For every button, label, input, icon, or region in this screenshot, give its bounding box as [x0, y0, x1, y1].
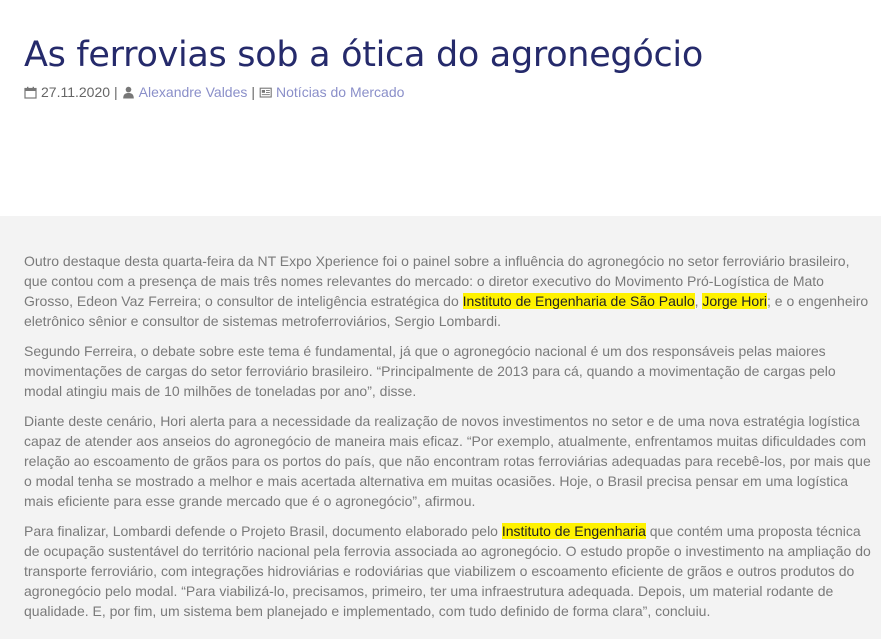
paragraph-text: , — [694, 293, 703, 309]
meta-separator: | — [114, 84, 118, 100]
highlighted-term: Jorge Hori — [702, 293, 767, 309]
meta-separator: | — [251, 84, 256, 100]
category-link[interactable]: Notícias do Mercado — [276, 84, 405, 100]
paragraph-text: Para finalizar, Lombardi defende o Projeto Brasil, documento elaborado pelo — [24, 523, 502, 539]
newspaper-icon — [259, 86, 272, 99]
article-body — [24, 251, 874, 631]
paragraph-text: ; e o engenheiro eletrônico sênior e consultor de sistemas metroferroviários, Sergio Lombardi. — [24, 293, 869, 329]
article-meta — [24, 83, 404, 101]
paragraph-text: que contém uma proposta técnica de ocupação sustentável do território nacional pela ferrovia associada ao agronegócio. O estudo propõe o investimento na ampliação do transporte ferroviário, com integrações hidroviárias e rodoviárias que viabilizem o escoamento eficiente de grãos e outros produtos do agronegócio pelo modal. “Para viabilizá-lo, precisamos, primeiro, ter uma infraestrutura adequada. Depois, um material rodante de qualidade. E, por fim, um sistema bem planejado e implementado, com tudo definido de forma clara”, concluiu. — [24, 523, 871, 619]
paragraph: Diante deste cenário, Hori alerta para a necessidade da realização de novos investimentos no setor e de uma nova estratégia logística capaz de atender aos anseios do agronegócio de maneira mais eficaz. “Por exemplo, atualmente, enfrentamos muitas dificuldades com relação ao escoamento de grãos para os portos do país, que não encontram rotas ferroviárias adequadas para recebê-los, por mais que o modal tenha se mostrado a melhor e mais acertada alternativa em muitas ocasiões. Hoje, o Brasil precisa pensar em uma logística mais eficiente para esse grande mercado que é o agronegócio”, afirmou. — [24, 413, 871, 509]
paragraph: Segundo Ferreira, o debate sobre este tema é fundamental, já que o agronegócio nacional é um dos responsáveis pelas maiores movimentações de cargas do setor ferroviário brasileiro. “Principalmente de 2013 para cá, quando a movimentação de cargas pelo modal atingiu mais de 10 milhões de toneladas por ano”, disse. — [24, 343, 836, 399]
post-date: 27.11.2020 — [41, 84, 111, 100]
paragraph — [24, 521, 874, 621]
author-link[interactable]: Alexandre Valdes — [138, 84, 248, 100]
highlighted-term: Instituto de Engenharia de São Paulo — [462, 293, 695, 309]
page-title: As ferrovias sob a ótica do agronegócio — [24, 35, 703, 75]
article-content — [0, 216, 881, 639]
paragraph-text: Outro destaque desta quarta-feira da NT Expo Xperience foi o painel sobre a influência do agronegócio no setor ferroviário brasileiro, que contou com a presença de mais três nomes relevantes do mercado: o diretor executivo do Movimento Pró-Logística de Mato Grosso, Edeon Vaz Ferreira; o consultor de inteligência estratégica do — [24, 253, 850, 309]
highlighted-term: Instituto de Engenharia — [501, 523, 646, 539]
calendar-icon — [24, 86, 37, 99]
user-icon — [122, 86, 135, 99]
paragraph — [24, 251, 874, 331]
article-header — [0, 0, 881, 216]
